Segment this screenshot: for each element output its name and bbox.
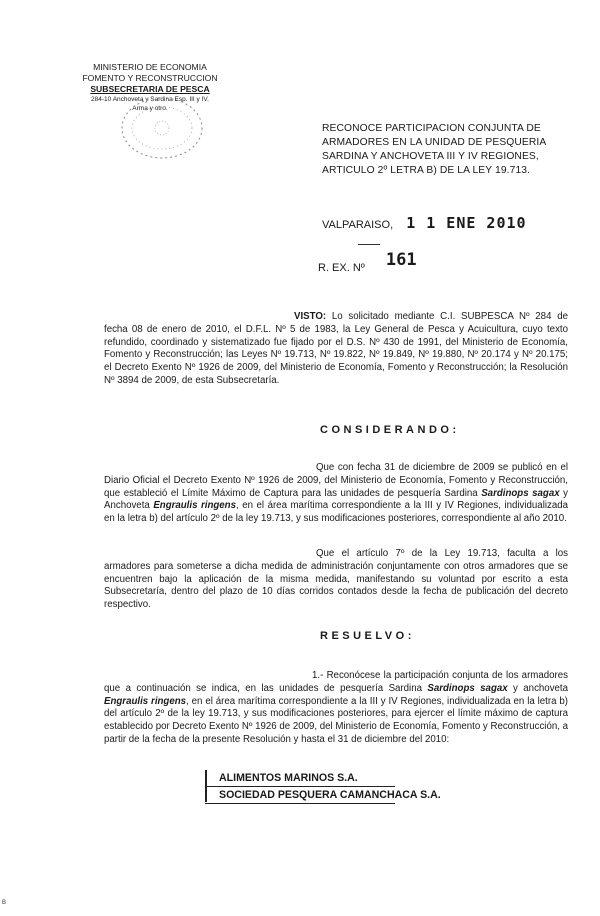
resuelvo-text-a: 1.- Reconócese la participación conjunta de los armadores que a continuación se indica, en las unidades de pesquería Sardina [104, 670, 568, 694]
species-sardine: Sardinops sagax [481, 487, 560, 499]
date-stamp: 1 1 ENE 2010 [406, 214, 527, 232]
place-label: VALPARAISO, [322, 219, 394, 231]
resuelvo-species-sardine: Sardinops sagax [427, 682, 508, 694]
resuelvo-text-c: , en el área marítima correspondiente a la III y IV Regiones, individualizada en la letra b) del artículo 2º de la ley 19.713, y sus modificaciones posteriores, para ejercer el límite máximo de captura establecido por Decreto Exento Nº 1926 de 2009, del Ministerio de Economía, Fomento y Reconstrucción, a partir de la fecha de la presente Resolución y hasta el 31 de diciembre del 2010: [104, 695, 568, 745]
considerando-heading: CONSIDERANDO: [320, 424, 460, 436]
visto-label: VISTO: [294, 311, 327, 322]
company-item: ALIMENTOS MARINOS S.A. [205, 770, 395, 787]
resolution-label: R. EX. Nº [318, 262, 365, 274]
file-reference-note: Arma y otro. [132, 105, 168, 112]
ministry-name: MINISTERIO DE ECONOMIA [93, 62, 207, 72]
resuelvo-species-anchovy: Engraulis ringens [104, 695, 187, 707]
company-list [205, 770, 441, 804]
considerando-p1-text-b: y Anchoveta [104, 487, 568, 512]
undersecretariat-name: SUBSECRETARIA DE PESCA [90, 84, 210, 94]
resolution-number-line [318, 250, 417, 276]
date-line [322, 214, 527, 232]
resuelvo-heading: RESUELVO: [320, 630, 415, 642]
resuelvo-paragraph-1 [104, 670, 568, 747]
file-reference: 284-10 Anchoveta y Sardina Esp. III y IV. [91, 96, 209, 103]
considerando-p1-text-c: , en el área marítima correspondiente a la III y IV Regiones, individualizada en la letra b) del artículo 2º de la ley 19.713, y sus modificaciones posteriores, correspondiente al año 2010. [104, 500, 569, 525]
considerando-paragraph-2 [104, 548, 568, 612]
stamp-dash [358, 244, 380, 246]
considerando-p1-text-a: Que con fecha 31 de diciembre de 2009 se publicó en el Diario Oficial el Decreto Exento Nº 1926 de 2009, del Ministerio de Economía, Fomento y Reconstrucción, que estableció el Límite Máximo de Captura para las unidades de pesquería Sardina [104, 462, 568, 499]
considerando-paragraph-1 [104, 462, 568, 526]
visto-text: Lo solicitado mediante C.I. SUBPESCA Nº 284 de fecha 08 de enero de 2010, el D.F.L. Nº 5 de 1983, la Ley General de Pesca y Acuicultura, cuyo texto refundido, coordinado y sistematizado fue fijado por el D.S. Nº 430 de 1991, del Ministerio de Economía, Fomento y Reconstrucción; las Leyes Nº 19.713, Nº 19.822, Nº 19.849, Nº 19.880, Nº 20.174 y Nº 20.175; el Decreto Exento Nº 1926 de 2009, del Ministerio de Economía, Fomento y Reconstrucción; la Resolución Nº 3894 de 2009, de esta Subsecretaría. [104, 311, 568, 386]
resolution-subject: RECONOCE PARTICIPACION CONJUNTA DE ARMADORES EN LA UNIDAD DE PESQUERIA SARDINA Y ANCHOVETA III Y IV REGIONES, ARTICULO 2º LETRA B) DE LA LEY 19.713. [322, 123, 546, 176]
page-corner-mark: B [2, 900, 7, 906]
official-seal-stamp [116, 92, 208, 164]
visto-paragraph [104, 311, 568, 388]
resuelvo-text-b: y anchoveta [507, 682, 569, 694]
company-item: SOCIEDAD PESQUERA CAMANCHACA S.A. [205, 787, 395, 804]
considerando-p2-text: Que el artículo 7º de la Ley 19.713, faculta a los armadores para someterse a dicha medida de administración conjuntamente con otros armadores que se encuentren bajo la aplicación de la misma medida, manifestando su voluntad por escrito a esta Subsecretaría, dentro del plazo de 10 días corridos contados desde la fecha de publicación del decreto respectivo. [104, 548, 568, 611]
species-anchovy: Engraulis ringens [153, 500, 236, 512]
ministry-subname: FOMENTO Y RECONSTRUCCION [82, 73, 218, 83]
resolution-number: 161 [385, 250, 417, 270]
